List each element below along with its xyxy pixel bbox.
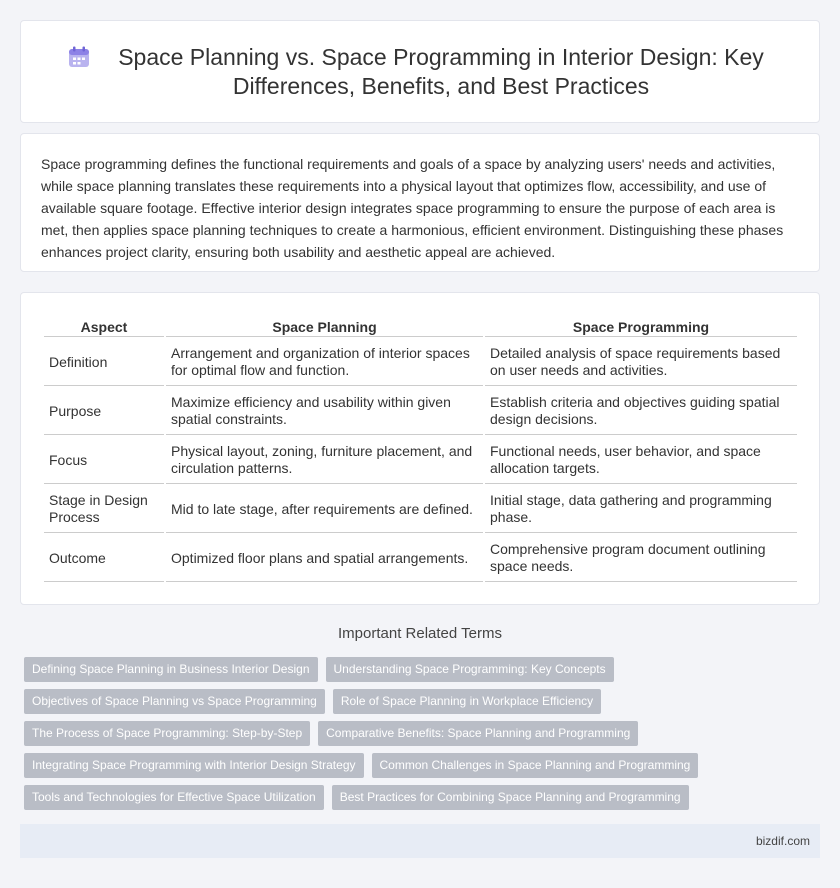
tag-row xyxy=(24,689,804,715)
table-row xyxy=(44,486,797,533)
aspect-cell: Stage in Design Process xyxy=(44,486,164,533)
space-programming-cell: Initial stage, data gathering and programming phase. xyxy=(485,486,797,533)
space-programming-cell: Detailed analysis of space requirements based on user needs and activities. xyxy=(485,339,797,386)
column-header-space-programming: Space Programming xyxy=(485,318,797,337)
title-card xyxy=(20,20,820,123)
related-term-link[interactable]: Understanding Space Programming: Key Concepts xyxy=(326,657,614,682)
related-term-link[interactable]: Common Challenges in Space Planning and Programming xyxy=(372,753,699,778)
column-header-space-planning: Space Planning xyxy=(166,318,483,337)
space-planning-cell: Maximize efficiency and usability within given spatial constraints. xyxy=(166,388,483,435)
intro-card xyxy=(20,133,820,272)
related-term-link[interactable]: Defining Space Planning in Business Interior Design xyxy=(24,657,318,682)
comparison-card xyxy=(20,292,820,605)
related-term-link[interactable]: Role of Space Planning in Workplace Efficiency xyxy=(333,689,601,714)
related-term-link[interactable]: Integrating Space Programming with Interior Design Strategy xyxy=(24,753,364,778)
tag-row xyxy=(24,785,804,811)
footer-site-link[interactable]: bizdif.com xyxy=(755,834,810,848)
tag-row xyxy=(24,657,804,683)
related-terms-title: Important Related Terms xyxy=(338,625,502,642)
table-row xyxy=(44,437,797,484)
page-title: Space Planning vs. Space Programming in Interior Design: Key Differences, Benefits, and Best Practices xyxy=(118,44,764,99)
intro-paragraph: Space programming defines the functional requirements and goals of a space by analyzing users' needs and activities, while space planning translates these requirements into a physical layout that optimizes flow, accessibility, and use of available square footage. Effective interior design integrates space programming to ensure the purpose of each area is met, then applies space planning techniques to create a harmonious, efficient environment. Distinguishing these phases enhances project clarity, ensuring both usability and aesthetic appeal are achieved. xyxy=(41,156,784,260)
column-header-aspect: Aspect xyxy=(44,318,164,337)
space-planning-cell: Optimized floor plans and spatial arrangements. xyxy=(166,535,483,582)
table-row xyxy=(44,339,797,386)
related-term-link[interactable]: Comparative Benefits: Space Planning and Programming xyxy=(318,721,638,746)
tag-row xyxy=(24,721,804,747)
space-planning-cell: Mid to late stage, after requirements are defined. xyxy=(166,486,483,533)
comparison-table xyxy=(42,316,799,584)
space-programming-cell: Comprehensive program document outlining space needs. xyxy=(485,535,797,582)
aspect-cell: Focus xyxy=(44,437,164,484)
table-row xyxy=(44,388,797,435)
related-term-link[interactable]: Best Practices for Combining Space Planning and Programming xyxy=(332,785,689,810)
space-planning-cell: Arrangement and organization of interior spaces for optimal flow and function. xyxy=(166,339,483,386)
footer xyxy=(20,824,820,858)
tag-row xyxy=(24,753,804,779)
aspect-cell: Definition xyxy=(44,339,164,386)
table-header-row xyxy=(44,318,797,337)
related-terms-list xyxy=(24,657,804,817)
space-programming-cell: Functional needs, user behavior, and space allocation targets. xyxy=(485,437,797,484)
aspect-cell: Outcome xyxy=(44,535,164,582)
space-programming-cell: Establish criteria and objectives guiding spatial design decisions. xyxy=(485,388,797,435)
aspect-cell: Purpose xyxy=(44,388,164,435)
related-term-link[interactable]: Objectives of Space Planning vs Space Programming xyxy=(24,689,325,714)
related-term-link[interactable]: The Process of Space Programming: Step-by-Step xyxy=(24,721,310,746)
related-term-link[interactable]: Tools and Technologies for Effective Space Utilization xyxy=(24,785,324,810)
table-row xyxy=(44,535,797,582)
space-planning-cell: Physical layout, zoning, furniture placement, and circulation patterns. xyxy=(166,437,483,484)
